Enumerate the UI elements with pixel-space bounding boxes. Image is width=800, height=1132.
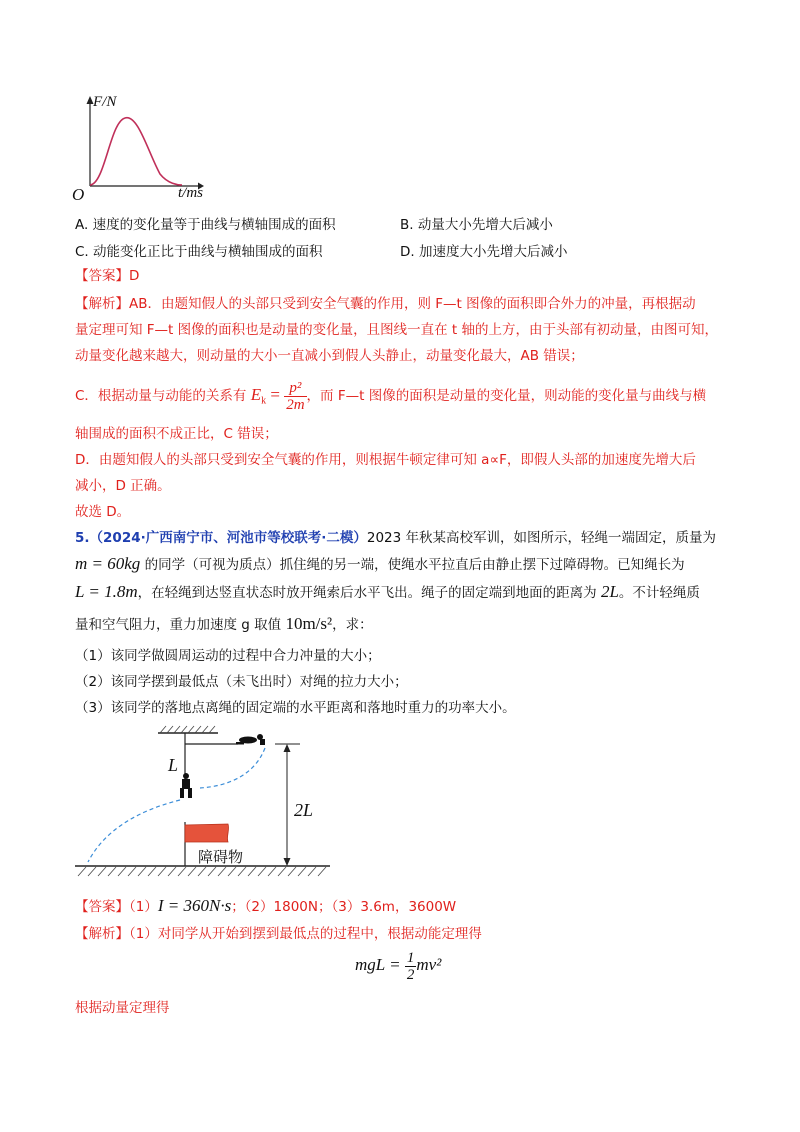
gravity-value: 10m/s² bbox=[285, 614, 333, 633]
equation-left: mgL = bbox=[355, 955, 405, 974]
analysis-text-1: AB．由题知假人的头部只受到安全气囊的作用，则 F—t 图像的面积即合外力的冲量，再根据动 bbox=[129, 296, 696, 312]
problem-5-line-2 bbox=[75, 554, 685, 575]
question-1: （1）该同学做圆周运动的过程中合力冲量的大小； bbox=[75, 648, 381, 664]
analysis-line-3: 动量变化越来越大，则动量的大小一直减小到假人头静止，动量变化最大，AB 错误； bbox=[75, 348, 584, 364]
length-value: L = 1.8m bbox=[75, 582, 138, 601]
swing-arc bbox=[200, 748, 265, 788]
ground-hatch bbox=[78, 867, 326, 876]
ek-numerator: p² bbox=[284, 380, 306, 397]
question-3: （3）该同学的落地点离绳的固定端的水平距离和落地时重力的功率大小。 bbox=[75, 700, 516, 716]
analysis-5-line-2: 根据动量定理得 bbox=[75, 1000, 170, 1016]
equation-fraction bbox=[405, 950, 417, 983]
energy-equation bbox=[355, 948, 441, 983]
analysis-line-c bbox=[75, 378, 706, 419]
analysis-line-c2: 轴围成的面积不成正比，C 错误； bbox=[75, 426, 278, 442]
rope-length-label: L bbox=[168, 755, 179, 775]
problem-text-4-end: ，求： bbox=[332, 617, 373, 633]
question-2: （2）该同学摆到最低点（未飞出时）对绳的拉力大小； bbox=[75, 674, 408, 690]
answer-value: D bbox=[129, 268, 140, 284]
analysis-line-d2: 减小，D 正确。 bbox=[75, 478, 171, 494]
analysis-line-2: 量定理可知 F—t 图像的面积也是动量的变化量，且图线一直在 t 轴的上方，由于头部有初动量，由图可知， bbox=[75, 322, 719, 338]
option-d: D. 加速度大小先增大后减小 bbox=[400, 244, 568, 260]
person-hanging bbox=[180, 773, 192, 798]
answer-label: 【答案】 bbox=[75, 268, 129, 284]
equation-right: mv² bbox=[416, 955, 442, 974]
problem-text-4: 量和空气阻力，重力加速度 g 取值 bbox=[75, 617, 286, 633]
analysis-5-text: （1）对同学从开始到摆到最低点的过程中，根据动能定理得 bbox=[129, 926, 482, 942]
answer-5-rest: ；（2）1800N；（3）3.6m，3600W bbox=[231, 899, 457, 915]
analysis-line-d1: D．由题知假人的头部只受到安全气囊的作用，则根据牛顿定律可知 a∝F，即假人头部的加速度先增大后 bbox=[75, 452, 696, 468]
force-curve bbox=[90, 118, 182, 185]
equals-sign: = bbox=[266, 385, 285, 404]
ek-denominator: 2m bbox=[286, 396, 305, 413]
ek-symbol: E bbox=[250, 385, 262, 404]
answer-5-label: 【答案】 bbox=[75, 899, 129, 915]
obstacle-label: 障碍物 bbox=[198, 848, 244, 866]
dimension-arrow-bottom bbox=[284, 858, 291, 866]
problem-source: （2024·广西南宁市、河池市等校联考·二模） bbox=[89, 530, 367, 546]
ek-subscript: k bbox=[261, 395, 267, 407]
analysis-line-1 bbox=[75, 294, 696, 314]
dimension-arrow-top bbox=[284, 744, 291, 752]
fraction-numerator: 1 bbox=[406, 949, 415, 966]
origin-label: O bbox=[72, 185, 85, 204]
problem-text-3-end: 。不计轻绳质 bbox=[618, 585, 700, 601]
projectile-path bbox=[88, 800, 180, 862]
analysis-5-line-1 bbox=[75, 924, 482, 944]
analysis-c-prefix: C．根据动量与动能的关系有 bbox=[75, 388, 251, 404]
option-a: A. 速度的变化量等于曲线与横轴围成的面积 bbox=[75, 217, 336, 233]
problem-5-line-1 bbox=[75, 528, 716, 548]
x-axis-label: t/ms bbox=[178, 185, 204, 201]
analysis-label: 【解析】 bbox=[75, 296, 129, 312]
conclusion: 故选 D。 bbox=[75, 504, 131, 520]
fraction-denominator: 2 bbox=[406, 966, 415, 983]
height-2l: 2L bbox=[600, 582, 619, 601]
answer-5-line bbox=[75, 896, 456, 917]
problem-text-2: 的同学（可视为质点）抓住绳的另一端，使绳水平拉直后由静止摆下过障碍物。已知绳长为 bbox=[140, 557, 685, 573]
height-label: 2L bbox=[294, 800, 314, 820]
analysis-c-suffix: ，而 F—t 图像的面积是动量的变化量，则动能的变化量与曲线与横 bbox=[306, 388, 707, 404]
y-axis-label: F/N bbox=[93, 94, 117, 110]
problem-5-line-3 bbox=[75, 582, 700, 603]
ceiling-hatch bbox=[160, 726, 215, 733]
problem-text-3: ，在轻绳到达竖直状态时放开绳索后水平飞出。绳子的固定端到地面的距离为 bbox=[137, 585, 601, 601]
problem-text-1: 2023 年秋某高校军训，如图所示，轻绳一端固定，质量为 bbox=[366, 530, 717, 546]
problem-number: 5. bbox=[75, 530, 90, 546]
answer-5-part1: （1） bbox=[129, 899, 158, 915]
mass-value: m = 60kg bbox=[75, 554, 141, 573]
answer-line bbox=[75, 266, 139, 286]
answer-5-impulse: I = 360N·s bbox=[157, 896, 232, 915]
person-horizontal bbox=[236, 734, 265, 745]
obstacle-flag bbox=[185, 824, 229, 842]
problem-5-line-4 bbox=[75, 614, 373, 635]
ek-fraction bbox=[284, 380, 306, 413]
option-b: B. 动量大小先增大后减小 bbox=[400, 217, 553, 233]
option-c: C. 动能变化正比于曲线与横轴围成的面积 bbox=[75, 244, 323, 260]
analysis-5-label: 【解析】 bbox=[75, 926, 129, 942]
